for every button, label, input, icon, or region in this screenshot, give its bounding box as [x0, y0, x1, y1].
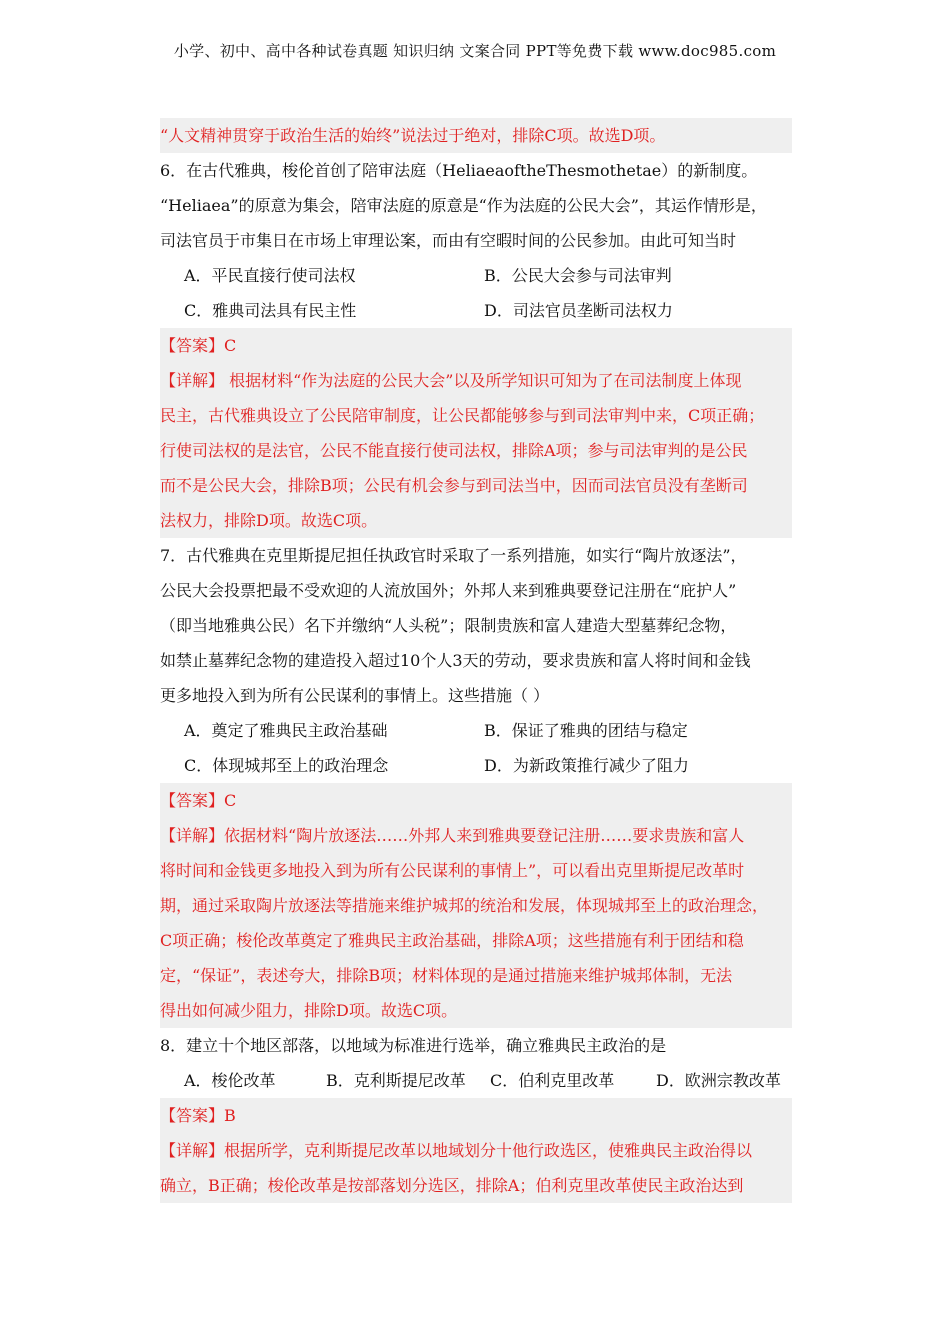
q8-stem-line: 8．建立十个地区部落，以地域为标准进行选举，确立雅典民主政治的是 — [160, 1036, 667, 1055]
answer-label: 【答案】 — [160, 791, 225, 810]
answer-value: C — [224, 336, 237, 355]
q7-stem-line: 如禁止墓葬纪念物的建造投入超过10个人3天的劳动，要求贵族和富人将时间和金钱 — [160, 651, 751, 670]
q7-options-row — [160, 713, 792, 748]
q7-detail-line: C项正确；梭伦改革奠定了雅典民主政治基础，排除A项；这些措施有利于团结和稳 — [160, 931, 744, 950]
answer-value: C — [224, 791, 237, 810]
q6-detail-line: 【详解】 根据材料“作为法庭的公民大会”以及所学知识可知为了在司法制度上体现 — [160, 371, 742, 390]
q7-answer-block — [160, 783, 792, 1028]
question-6 — [160, 153, 792, 538]
detail-label: 【详解】 — [160, 1141, 225, 1160]
q7-options-row — [160, 748, 792, 783]
page-content — [160, 118, 792, 1203]
q8-answer-block — [160, 1098, 792, 1203]
q7-stem-line: 7．古代雅典在克里斯提尼担任执政官时采取了一系列措施，如实行“陶片放逐法”， — [160, 546, 747, 565]
q7-option-d[interactable]: D．为新政策推行减少了阻力 — [484, 756, 689, 775]
q7-detail-line: 得出如何减少阻力，排除D项。故选C项。 — [160, 1001, 458, 1020]
q6-detail-line: 而不是公民大会，排除B项；公民有机会参与到司法当中，因而司法官员没有垄断司 — [160, 476, 748, 495]
q6-options-row — [160, 293, 792, 328]
question-7 — [160, 538, 792, 1028]
q7-stem-line: 更多地投入到为所有公民谋利的事情上。这些措施（ ） — [160, 686, 550, 705]
q8-option-d[interactable]: D．欧洲宗教改革 — [656, 1071, 781, 1090]
q7-stem-line: 公民大会投票把最不受欢迎的人流放国外；外邦人来到雅典要登记注册在“庇护人” — [160, 581, 737, 600]
q6-option-d[interactable]: D．司法官员垄断司法权力 — [484, 301, 673, 320]
q6-answer-block — [160, 328, 792, 538]
q8-answer — [160, 1098, 792, 1133]
q7-option-b[interactable]: B．保证了雅典的团结与稳定 — [484, 721, 688, 740]
page-header: 小学、初中、高中各种试卷真题 知识归纳 文案合同 PPT等免费下载 www.doc985.com — [173, 42, 777, 60]
q6-option-b[interactable]: B．公民大会参与司法审判 — [484, 266, 672, 285]
q7-detail-line: 【详解】依据材料“陶片放逐法……外邦人来到雅典要登记注册……要求贵族和富人 — [160, 826, 745, 845]
answer-label: 【答案】 — [160, 1106, 225, 1125]
q8-option-a[interactable]: A．梭伦改革 — [184, 1071, 276, 1090]
q6-stem-line: “Heliaea”的原意为集会，陪审法庭的原意是“作为法庭的公民大会”，其运作情形是， — [160, 196, 767, 215]
q6-detail-line: 法权力，排除D项。故选C项。 — [160, 511, 378, 530]
q7-option-c[interactable]: C．体现城邦至上的政治理念 — [184, 756, 389, 775]
q8-options-row — [160, 1063, 792, 1098]
detail-label: 【详解】 — [160, 371, 225, 390]
q5-explanation-tail: “人文精神贯穿于政治生活的始终”说法过于绝对，排除C项。故选D项。 — [160, 118, 792, 153]
q6-detail-line: 民主，古代雅典设立了公民陪审制度，让公民都能够参与到司法审判中来，C项正确； — [160, 406, 765, 425]
q7-stem-line: （即当地雅典公民）名下并缴纳“人头税”；限制贵族和富人建造大型墓葬纪念物， — [160, 616, 737, 635]
q6-stem-line: 司法官员于市集日在市场上审理讼案，而由有空暇时间的公民参加。由此可知当时 — [160, 231, 737, 250]
q8-option-b[interactable]: B．克利斯提尼改革 — [326, 1071, 466, 1090]
q6-option-a[interactable]: A．平民直接行使司法权 — [184, 266, 356, 285]
q6-answer — [160, 328, 792, 363]
answer-label: 【答案】 — [160, 336, 225, 355]
q7-option-a[interactable]: A．奠定了雅典民主政治基础 — [184, 721, 388, 740]
q8-detail-line: 【详解】根据所学，克利斯提尼改革以地域划分十他行政选区，使雅典民主政治得以 — [160, 1141, 753, 1160]
q7-answer — [160, 783, 792, 818]
question-8 — [160, 1028, 792, 1203]
q7-detail-line: 期，通过采取陶片放逐法等措施来维护城邦的统治和发展，体现城邦至上的政治理念， — [160, 896, 769, 915]
q7-detail-line: 定，“保证”，表述夸大，排除B项；材料体现的是通过措施来维护城邦体制，无法 — [160, 966, 733, 985]
q6-option-c[interactable]: C．雅典司法具有民主性 — [184, 301, 357, 320]
answer-value: B — [224, 1106, 236, 1125]
q6-stem-line: 6．在古代雅典，梭伦首创了陪审法庭（HeliaeaoftheThesmothetae）的新制度。 — [160, 161, 758, 180]
q6-options-row — [160, 258, 792, 293]
q8-detail-line: 确立，B正确；梭伦改革是按部落划分选区，排除A；伯利克里改革使民主政治达到 — [160, 1176, 744, 1195]
q6-detail-line: 行使司法权的是法官，公民不能直接行使司法权，排除A项；参与司法审判的是公民 — [160, 441, 748, 460]
q8-option-c[interactable]: C．伯利克里改革 — [490, 1071, 615, 1090]
detail-label: 【详解】 — [160, 826, 225, 845]
q7-detail-line: 将时间和金钱更多地投入到为所有公民谋利的事情上”，可以看出克里斯提尼改革时 — [160, 861, 745, 880]
